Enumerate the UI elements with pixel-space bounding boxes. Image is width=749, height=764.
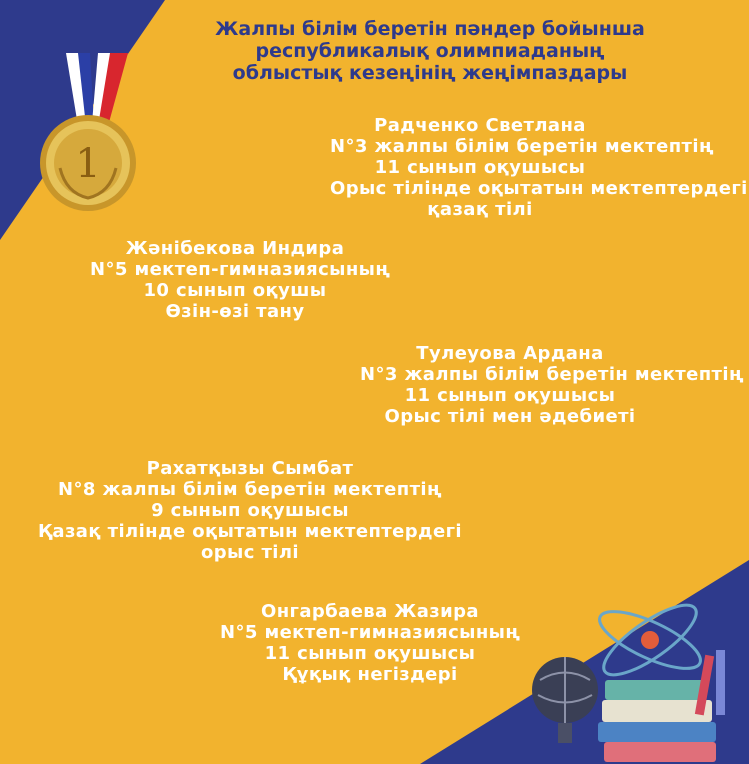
winner-5-subject-1: Құқық негіздері bbox=[282, 664, 458, 685]
title-line-3: облыстық кезеңінің жеңімпаздары bbox=[232, 62, 628, 84]
winner-1 bbox=[330, 115, 748, 220]
winner-5-school: N°5 мектеп-гимназиясының bbox=[220, 622, 521, 643]
winner-4-school: N°8 жалпы білім беретін мектептің bbox=[58, 479, 442, 500]
title-line-1: Жалпы білім беретін пәндер бойынша bbox=[215, 18, 645, 40]
winner-3-name: Тулеуова Ардана bbox=[416, 343, 604, 364]
winner-5 bbox=[220, 601, 520, 685]
gold-medal-icon bbox=[28, 48, 148, 218]
winner-1-subject-2: қазақ тілі bbox=[427, 199, 533, 220]
winner-3-subject-1: Орыс тілі мен әдебиеті bbox=[384, 406, 636, 427]
winner-4 bbox=[10, 458, 490, 563]
winner-1-subject-1: Орыс тілінде оқытатын мектептердегі bbox=[330, 178, 748, 199]
winner-3-school: N°3 жалпы білім беретін мектептің bbox=[360, 364, 744, 385]
winner-2-grade: 10 сынып оқушы bbox=[143, 280, 327, 301]
title-line-2: республикалық олимпиаданың bbox=[255, 40, 605, 62]
medal-numeral: 1 bbox=[75, 141, 101, 187]
winner-2-school: N°5 мектеп-гимназиясының bbox=[90, 259, 391, 280]
winner-5-grade: 11 сынып оқушысы bbox=[264, 643, 476, 664]
winner-4-subject-1: Қазақ тілінде оқытатын мектептердегі bbox=[38, 521, 462, 542]
winner-1-school: N°3 жалпы білім беретін мектептің bbox=[330, 136, 714, 157]
winner-2-subject-1: Өзін-өзі тану bbox=[165, 301, 305, 322]
winner-3-grade: 11 сынып оқушысы bbox=[404, 385, 616, 406]
winner-1-name: Радченко Светлана bbox=[374, 115, 586, 136]
winner-5-name: Онгарбаева Жазира bbox=[261, 601, 479, 622]
winner-4-name: Рахатқызы Сымбат bbox=[146, 458, 354, 479]
winner-3 bbox=[360, 343, 744, 427]
page-title bbox=[150, 18, 710, 84]
winner-2 bbox=[90, 238, 391, 322]
winner-4-grade: 9 сынып оқушысы bbox=[151, 500, 349, 521]
books-globe-atom-icon bbox=[520, 595, 749, 764]
winner-4-subject-2: орыс тілі bbox=[200, 542, 300, 563]
winner-1-grade: 11 сынып оқушысы bbox=[374, 157, 586, 178]
winner-2-name: Жәнібекова Индира bbox=[125, 238, 345, 259]
